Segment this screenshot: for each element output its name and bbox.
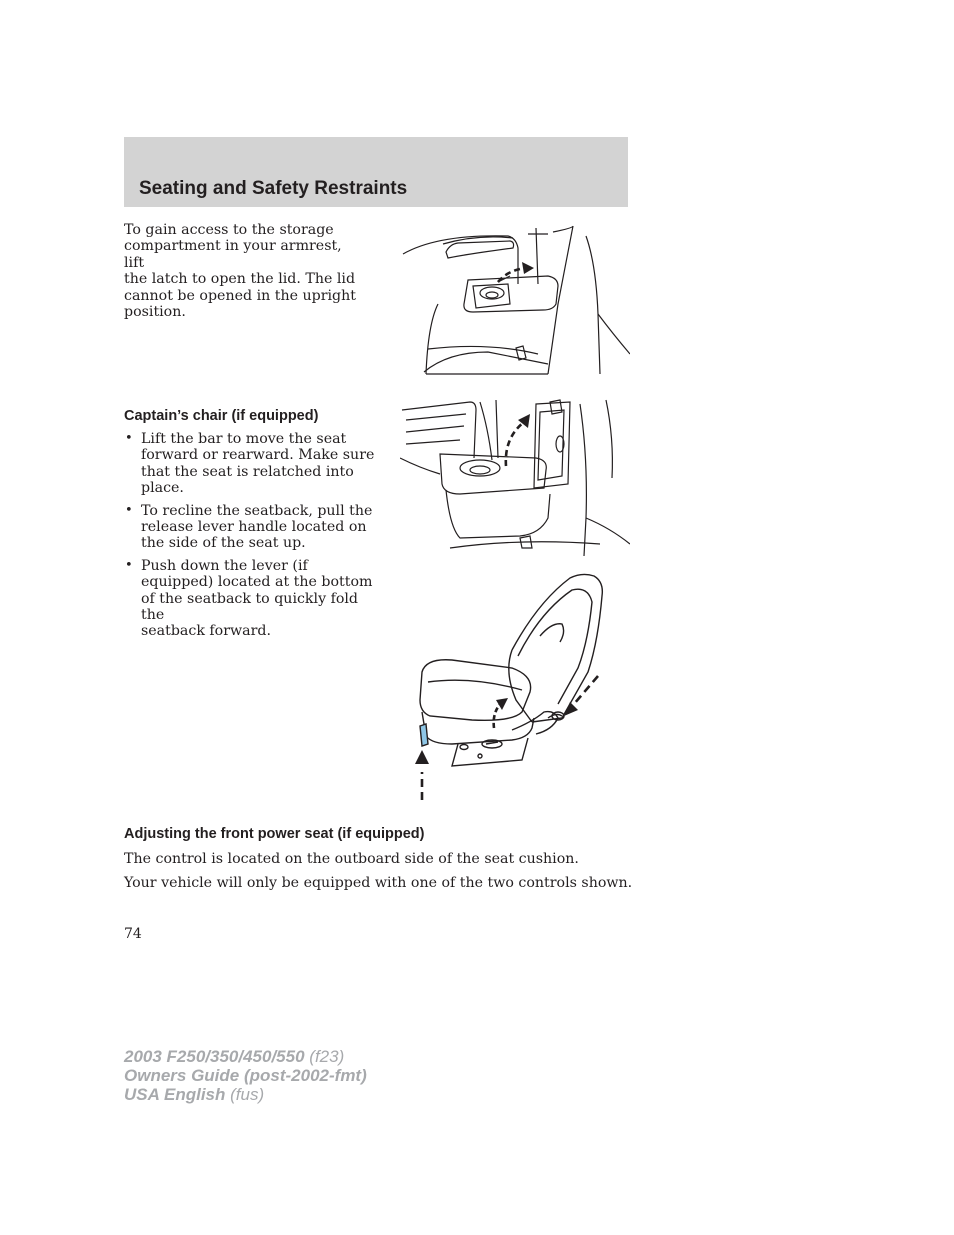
captains-chair-illustration bbox=[412, 572, 612, 802]
document-footer bbox=[124, 1047, 367, 1104]
captains-chair-heading: Captain’s chair (if equipped) bbox=[124, 408, 319, 424]
text-line: forward or rearward. Make sure bbox=[141, 447, 375, 464]
bullet-icon: • bbox=[125, 502, 133, 518]
list-item bbox=[124, 431, 384, 497]
power-seat-paragraph-1: The control is located on the outboard side of the seat cushion. bbox=[124, 851, 579, 867]
text-line: Push down the lever (if bbox=[141, 557, 308, 574]
text-line: cannot be opened in the upright bbox=[124, 287, 356, 304]
footer-language-code: (fus) bbox=[225, 1085, 265, 1104]
text-line: To gain access to the storage bbox=[124, 222, 334, 238]
footer-line bbox=[124, 1085, 367, 1104]
text-line: compartment in your armrest, lift bbox=[124, 238, 342, 271]
text-line: Lift the bar to move the seat bbox=[141, 431, 347, 447]
power-seat-heading: Adjusting the front power seat (if equipped) bbox=[124, 826, 425, 842]
power-seat-paragraph-2: Your vehicle will only be equipped with one of the two controls shown. bbox=[124, 875, 633, 891]
list-item bbox=[124, 558, 384, 640]
footer-model-code: (f23) bbox=[304, 1047, 345, 1066]
text-line: To recline the seatback, pull the bbox=[141, 502, 373, 519]
armrest-latch-illustration bbox=[398, 224, 630, 380]
text-line: the latch to open the lid. The lid bbox=[124, 271, 356, 288]
list-item bbox=[124, 503, 384, 552]
bullet-icon: • bbox=[125, 557, 133, 573]
section-title: Seating and Safety Restraints bbox=[139, 178, 408, 199]
text-line: position. bbox=[124, 304, 186, 321]
text-line: seatback forward. bbox=[141, 623, 271, 640]
text-line: place. bbox=[141, 480, 184, 497]
text-line: of the seatback to quickly fold the bbox=[141, 590, 359, 624]
armrest-open-illustration bbox=[400, 398, 630, 556]
text-line: equipped) located at the bottom bbox=[141, 574, 373, 591]
text-line: that the seat is relatched into bbox=[141, 463, 354, 480]
footer-model: 2003 F250/350/450/550 bbox=[124, 1047, 305, 1066]
footer-line bbox=[124, 1047, 367, 1066]
page-number: 74 bbox=[124, 926, 142, 942]
armrest-intro-paragraph bbox=[124, 222, 364, 320]
text-line: release lever handle located on bbox=[141, 519, 367, 536]
captains-chair-list bbox=[124, 431, 384, 646]
footer-guide: Owners Guide (post-2002-fmt) bbox=[124, 1066, 367, 1085]
footer-line bbox=[124, 1066, 367, 1085]
section-header-band bbox=[124, 137, 628, 207]
footer-language: USA English bbox=[124, 1085, 226, 1104]
text-line: the side of the seat up. bbox=[141, 535, 306, 552]
bullet-icon: • bbox=[125, 431, 133, 446]
